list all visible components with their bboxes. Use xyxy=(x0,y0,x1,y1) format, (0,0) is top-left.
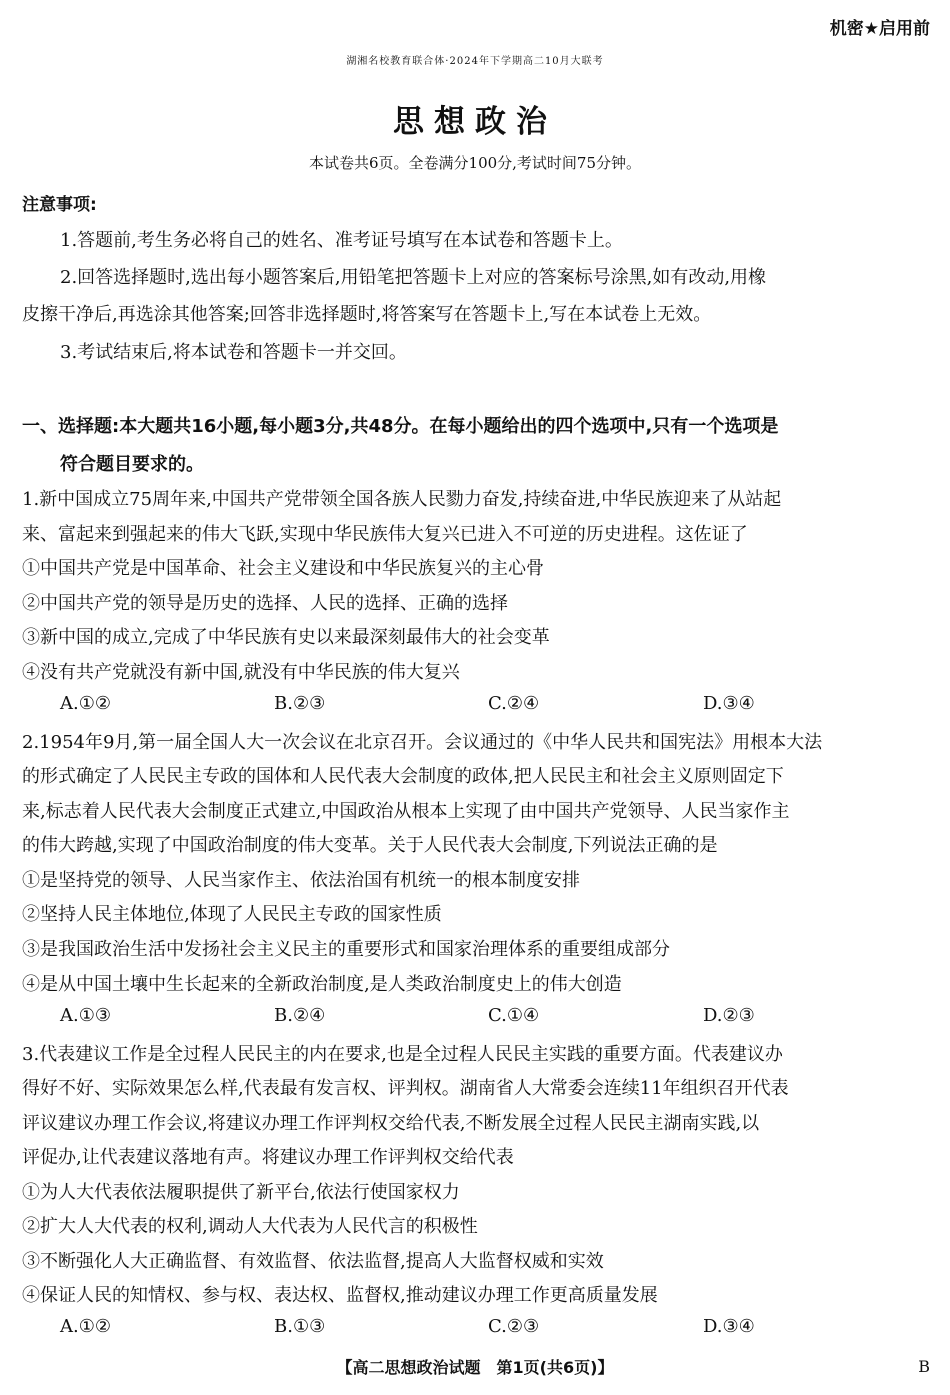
statement-item: ①中国共产党是中国革命、社会主义建设和中华民族复兴的主心骨 xyxy=(22,558,544,579)
option-c[interactable]: C.②④ xyxy=(488,693,540,714)
option-c[interactable]: C.②③ xyxy=(488,1316,540,1337)
statement-item: ④保证人民的知情权、参与权、表达权、监督权,推动建议办理工作更高质量发展 xyxy=(22,1285,658,1306)
question-stem: 来,标志着人民代表大会制度正式建立,中国政治从根本上实现了由中国共产党领导、人民当家作主 xyxy=(22,801,790,822)
section-heading-cont: 符合题目要求的。 xyxy=(60,454,204,475)
statement-item: ③不断强化人大正确监督、有效监督、依法监督,提高人大监督权威和实效 xyxy=(22,1251,604,1272)
statement-item: ②扩大人大代表的权利,调动人大代表为人民代言的积极性 xyxy=(22,1216,478,1237)
option-d[interactable]: D.③④ xyxy=(703,693,755,714)
statement-item: ②中国共产党的领导是历史的选择、人民的选择、正确的选择 xyxy=(22,593,508,614)
statement-item: ③是我国政治生活中发扬社会主义民主的重要形式和国家治理体系的重要组成部分 xyxy=(22,939,670,960)
option-b[interactable]: B.②③ xyxy=(274,693,326,714)
option-a[interactable]: A.①③ xyxy=(60,1005,111,1026)
paper-version: B xyxy=(918,1357,930,1376)
option-d[interactable]: D.②③ xyxy=(703,1005,755,1026)
option-b[interactable]: B.②④ xyxy=(274,1005,326,1026)
question-stem: 2.1954年9月,第一届全国人大一次会议在北京召开。会议通过的《中华人民共和国宪法》用根本大法 xyxy=(22,732,823,753)
confidential-label: 机密★启用前 xyxy=(829,19,930,39)
statement-item: ③新中国的成立,完成了中华民族有史以来最深刻最伟大的社会变革 xyxy=(22,627,550,648)
statement-item: ④是从中国土壤中生长起来的全新政治制度,是人类政治制度史上的伟大创造 xyxy=(22,974,622,995)
question-stem: 评议建议办理工作会议,将建议办理工作评判权交给代表,不断发展全过程人民民主湖南实践,以 xyxy=(22,1113,760,1134)
section-heading: 一、选择题:本大题共16小题,每小题3分,共48分。在每小题给出的四个选项中,只有一个选项是 xyxy=(22,416,779,437)
statement-item: ①是坚持党的领导、人民当家作主、依法治国有机统一的根本制度安排 xyxy=(22,870,580,891)
question-stem: 3.代表建议工作是全过程人民民主的内在要求,也是全过程人民民主实践的重要方面。代表建议办 xyxy=(22,1044,783,1065)
question-stem: 的伟大跨越,实现了中国政治制度的伟大变革。关于人民代表大会制度,下列说法正确的是 xyxy=(22,835,718,856)
question-stem: 的形式确定了人民民主专政的国体和人民代表大会制度的政体,把人民民主和社会主义原则固定下 xyxy=(22,766,784,787)
option-c[interactable]: C.①④ xyxy=(488,1005,540,1026)
statement-item: ④没有共产党就没有新中国,就没有中华民族的伟大复兴 xyxy=(22,662,460,683)
statement-item: ①为人大代表依法履职提供了新平台,依法行使国家权力 xyxy=(22,1182,460,1203)
notice-item: 2.回答选择题时,选出每小题答案后,用铅笔把答题卡上对应的答案标号涂黑,如有改动,用橡 xyxy=(60,267,767,288)
question-stem: 得好不好、实际效果怎么样,代表最有发言权、评判权。湖南省人大常委会连续11年组织召开代表 xyxy=(22,1078,789,1099)
option-d[interactable]: D.③④ xyxy=(703,1316,755,1337)
exam-info: 本试卷共6页。全卷满分100分,考试时间75分钟。 xyxy=(308,154,642,172)
subject-title: 思想政治 xyxy=(393,104,557,140)
question-stem: 评促办,让代表建议落地有声。将建议办理工作评判权交给代表 xyxy=(22,1147,514,1168)
question-stem: 1.新中国成立75周年来,中国共产党带领全国各族人民勠力奋发,持续奋进,中华民族迎来了从站起 xyxy=(22,489,782,510)
notice-item: 1.答题前,考生务必将自己的姓名、准考证号填写在本试卷和答题卡上。 xyxy=(60,230,623,251)
question-stem: 来、富起来到强起来的伟大飞跃,实现中华民族伟大复兴已进入不可逆的历史进程。这佐证了 xyxy=(22,524,748,545)
statement-item: ②坚持人民主体地位,体现了人民民主专政的国家性质 xyxy=(22,904,442,925)
option-a[interactable]: A.①② xyxy=(60,1316,111,1337)
page-footer: 【高二思想政治试题 第1页(共6页)】 xyxy=(336,1358,614,1377)
option-b[interactable]: B.①③ xyxy=(274,1316,326,1337)
notice-item: 3.考试结束后,将本试卷和答题卡一并交回。 xyxy=(60,342,407,363)
notice-item: 皮擦干净后,再选涂其他答案;回答非选择题时,将答案写在答题卡上,写在本试卷上无效。 xyxy=(22,304,712,325)
option-a[interactable]: A.①② xyxy=(60,693,111,714)
notice-title: 注意事项: xyxy=(22,195,97,215)
exam-title: 湖湘名校教育联合体·2024年下学期高二10月大联考 xyxy=(346,56,604,67)
